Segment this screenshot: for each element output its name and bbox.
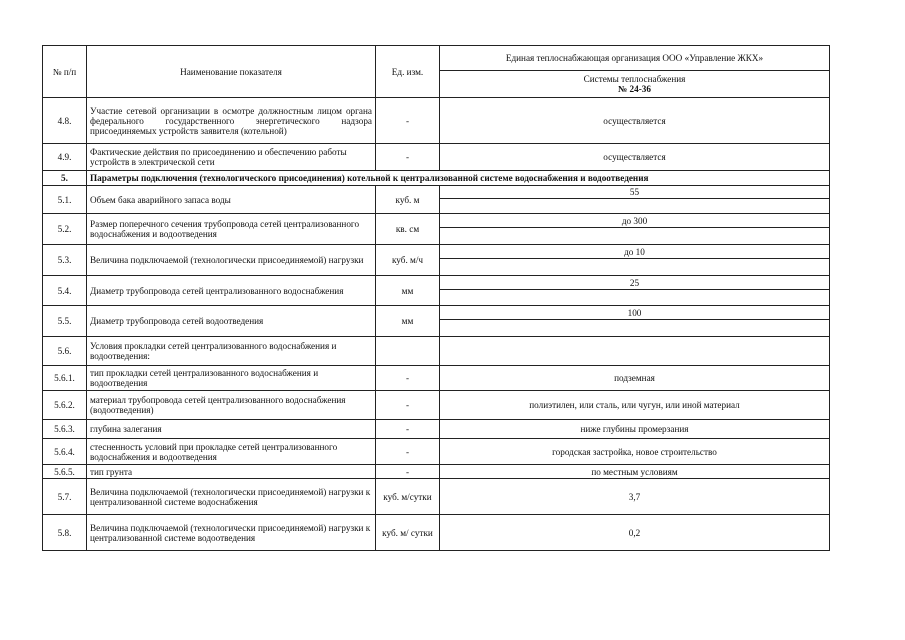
table-row xyxy=(43,465,830,479)
row-name: Условия прокладки сетей централизованного водоснабжения и водоотведения: xyxy=(87,337,376,366)
table-row xyxy=(43,391,830,420)
row-unit: - xyxy=(376,98,440,144)
row-name: Диаметр трубопровода сетей централизованного водоснабжения xyxy=(87,276,376,306)
table-row xyxy=(43,144,830,171)
row-value: ниже глубины промерзания xyxy=(440,420,830,439)
row-value: 25 xyxy=(440,276,830,290)
section-row xyxy=(43,171,830,186)
row-num: 5.4. xyxy=(43,276,87,306)
row-name: материал трубопровода сетей централизованного водоснабжения (водоотведения) xyxy=(87,391,376,420)
row-value: подземная xyxy=(440,366,830,391)
table-row xyxy=(43,479,830,515)
row-num: 5.1. xyxy=(43,186,87,214)
header-systems xyxy=(440,71,830,98)
row-num: 5.2. xyxy=(43,214,87,245)
row-unit: куб. м/ч xyxy=(376,245,440,276)
header-org: Единая теплоснабжающая организация ООО «Управление ЖКХ» xyxy=(440,46,830,71)
row-unit: - xyxy=(376,366,440,391)
row-name: Величина подключаемой (технологически присоединяемой) нагрузки xyxy=(87,245,376,276)
header-unit: Ед. изм. xyxy=(376,46,440,98)
table-row xyxy=(43,276,830,290)
row-unit xyxy=(376,337,440,366)
row-num: 5.6.1. xyxy=(43,366,87,391)
row-name: тип прокладки сетей централизованного водоснабжения и водоотведения xyxy=(87,366,376,391)
row-value: до 10 xyxy=(440,245,830,259)
row-unit: мм xyxy=(376,276,440,306)
empty-cell xyxy=(440,290,830,306)
table-row xyxy=(43,439,830,465)
row-value: 55 xyxy=(440,186,830,199)
row-name: Размер поперечного сечения трубопровода сетей централизованного водоснабжения и водоотведения xyxy=(87,214,376,245)
empty-cell xyxy=(440,199,830,214)
row-unit: мм xyxy=(376,306,440,337)
systems-label: Системы теплоснабжения xyxy=(583,74,686,84)
row-name: тип грунта xyxy=(87,465,376,479)
row-value: 3,7 xyxy=(440,479,830,515)
empty-cell xyxy=(440,320,830,337)
row-num: 5.6.3. xyxy=(43,420,87,439)
header-num: № п/п xyxy=(43,46,87,98)
row-value: городская застройка, новое строительство xyxy=(440,439,830,465)
row-num: 5.3. xyxy=(43,245,87,276)
row-value: до 300 xyxy=(440,214,830,228)
table-row xyxy=(43,214,830,228)
row-unit: - xyxy=(376,144,440,171)
section-title: Параметры подключения (технологического присоединения) котельной к централизованной системе водоснабжения и водоотведения xyxy=(87,171,830,186)
row-name: Участие сетевой организации в осмотре должностным лицом органа федерального государственного энергетического надзора присоединяемых устройств заявителя (котельной) xyxy=(87,98,376,144)
row-name: Фактические действия по присоединению и обеспечению работы устройств в электрической сети xyxy=(87,144,376,171)
row-unit: куб. м/ сутки xyxy=(376,515,440,551)
row-name: стесненность условий при прокладке сетей централизованного водоснабжения и водоотведения xyxy=(87,439,376,465)
row-unit: - xyxy=(376,465,440,479)
row-unit: - xyxy=(376,391,440,420)
header-name: Наименование показателя xyxy=(87,46,376,98)
empty-cell xyxy=(440,228,830,245)
row-num: 4.9. xyxy=(43,144,87,171)
row-num: 5.6.5. xyxy=(43,465,87,479)
row-name: Диаметр трубопровода сетей водоотведения xyxy=(87,306,376,337)
parameters-table xyxy=(42,45,830,551)
systems-number: № 24-36 xyxy=(618,84,651,94)
row-num: 5.5. xyxy=(43,306,87,337)
table-row xyxy=(43,186,830,199)
row-num: 4.8. xyxy=(43,98,87,144)
row-num: 5.6.2. xyxy=(43,391,87,420)
table-row xyxy=(43,420,830,439)
table-row xyxy=(43,306,830,320)
row-unit: куб. м xyxy=(376,186,440,214)
row-value: полиэтилен, или сталь, или чугун, или иной материал xyxy=(440,391,830,420)
section-num: 5. xyxy=(43,171,87,186)
row-name: глубина залегания xyxy=(87,420,376,439)
table-row xyxy=(43,98,830,144)
row-unit: куб. м/сутки xyxy=(376,479,440,515)
row-name: Величина подключаемой (технологически присоединяемой) нагрузки к централизованной системе водоотведения xyxy=(87,515,376,551)
row-value: 100 xyxy=(440,306,830,320)
row-value: 0,2 xyxy=(440,515,830,551)
table-row xyxy=(43,245,830,259)
row-value: осуществляется xyxy=(440,144,830,171)
row-unit: кв. см xyxy=(376,214,440,245)
row-value: осуществляется xyxy=(440,98,830,144)
empty-cell xyxy=(440,259,830,276)
row-value: по местным условиям xyxy=(440,465,830,479)
row-unit: - xyxy=(376,439,440,465)
table-row xyxy=(43,366,830,391)
row-num: 5.8. xyxy=(43,515,87,551)
row-unit: - xyxy=(376,420,440,439)
table-row xyxy=(43,515,830,551)
header-row xyxy=(43,46,830,71)
row-name: Объем бака аварийного запаса воды xyxy=(87,186,376,214)
table-row xyxy=(43,337,830,366)
row-num: 5.6.4. xyxy=(43,439,87,465)
row-num: 5.6. xyxy=(43,337,87,366)
row-name: Величина подключаемой (технологически присоединяемой) нагрузки к централизованной системе водоснабжения xyxy=(87,479,376,515)
row-value xyxy=(440,337,830,366)
row-num: 5.7. xyxy=(43,479,87,515)
